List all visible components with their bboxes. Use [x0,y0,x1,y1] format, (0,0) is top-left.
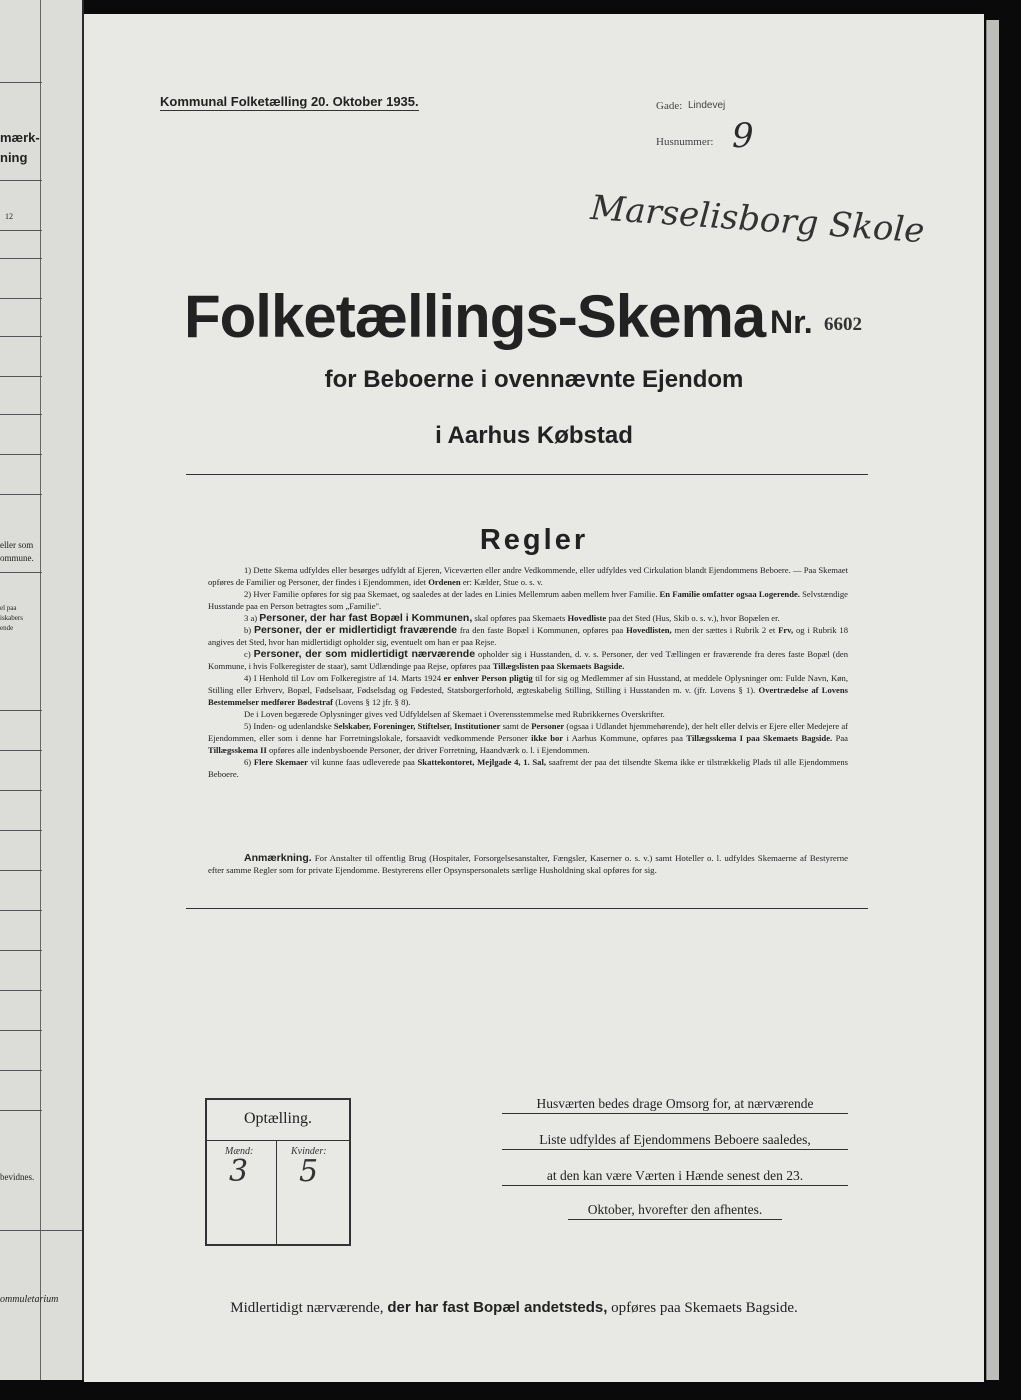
census-header: Kommunal Folketælling 20. Oktober 1935. [160,94,419,109]
handwritten-place: Marselisborg Skole [589,188,926,252]
men-count: 3 [229,1154,249,1189]
left-rule [0,710,42,711]
left-text: ommune. [0,553,34,563]
left-rule [0,494,42,495]
rule-4b: De i Loven begærede Oplysninger gives ved Udfyldelsen af Skemaet i Overensstemmelse med Rubrikkernes Overskrifter. [244,709,665,719]
men-label: Mænd: [225,1146,254,1157]
form-number: 6602 [824,314,862,335]
annotation-note [208,852,848,876]
divider [186,474,868,475]
count-box-column-divider [276,1140,277,1244]
left-text: eller som [0,540,34,550]
left-text: ommuletarium [0,1294,59,1305]
footer-instruction: Midlertidigt nærværende, der har fast Bopæl andetsteds, opføres paa Skemaets Bagside. [230,1299,798,1316]
left-rule [0,230,42,231]
left-text: ning [0,150,28,165]
women-count: 5 [299,1154,319,1189]
rules-heading: Regler [479,524,589,556]
left-rule [0,870,42,871]
form-title: Folketællings-Skema [184,283,766,350]
divider [186,908,868,909]
notice-line: Liste udfyldes af Ejendommens Beboere saaledes, [502,1132,848,1150]
left-rule [0,414,42,415]
left-text: mærk- [0,130,40,145]
rule-2: 2) Hver Familie opføres for sig paa Skemaet, og saaledes at der lades en Linies Mellemrum aaben mellem hver Familie. En Familie omfatter ogsaa Logerende. Selvstændige Husstande paa en Person betragtes som „Familie". [208,589,848,611]
left-rule [0,336,42,337]
left-text: el paa [0,604,17,612]
left-rule [0,910,42,911]
house-number-label: Husnummer: [656,136,714,148]
left-rule [0,1230,82,1231]
census-form-page [84,14,984,1382]
left-text: iskabers [0,614,23,622]
left-rule [0,180,42,181]
street-value: Lindevej [688,100,726,111]
left-rule [0,258,42,259]
left-rule [0,790,42,791]
rule-4: 4) I Henhold til Lov om Folkeregistre af 14. Marts 1924 er enhver Person pligtig til for sig og Medlemmer af sin Husstand, at meddele Oplysninger om: Fulde Navn, Køn, Stilling eller Erhverv, Bopæl, Fødselsaar, Fødselsdag og Fødested, Statsborgerforhold, ægteskabelig Stilling, Stilling i Husstanden m. v. (jfr. Lovens § 1). Overtrædelse af Lovens Bestemmelser medfører Bødestraf (Lovens § 12 jfr. § 8). [208,673,848,707]
count-box [205,1098,351,1246]
left-rule [0,1030,42,1031]
notice-line: Husværten bedes drage Omsorg for, at nærværende [502,1096,848,1114]
left-rule [0,82,42,83]
left-rule [0,1070,42,1071]
rule-6: 6) Flere Skemaer vil kunne faas udleverede paa Skattekontoret, Mejlgade 4, 1. Sal, saafremt der paa det tilsendte Skema ikke er tilstrækkelig Plads til alle Ejendommens Beboere. [208,757,849,779]
left-rule [0,950,42,951]
left-rule [0,298,42,299]
rule-3c: c) Personer, der som midlertidigt nærværende opholder sig i Husstanden, d. v. s. Personer, der ved Tællingen er fraværende fra deres faste Bopæl (den Kommune, i hvis Folkeregister de staar), samt Udlændinge paa Rejse, opføres paa Tillægslisten paa Skemaets Bagside. [208,648,848,671]
left-margin-line [40,0,41,1380]
left-text: ende [0,624,14,632]
left-rule [0,830,42,831]
left-rule [0,990,42,991]
left-rule [0,750,42,751]
count-box-divider [207,1140,349,1141]
notice-line: Oktober, hvorefter den afhentes. [568,1202,782,1220]
rule-1: 1) Dette Skema udfyldes eller besørges udfyldt af Ejeren, Viceværten eller andre Vedkommende, eller udfyldes ved Cirkulation blandt Ejendommens Beboere. — Paa Skemaet opføres de Familier og Personer, der findes i Ejendommen, idet Ordenen er: Kælder, Stue o. s. v. [208,565,848,587]
street-label: Gade: [656,100,683,112]
left-rule [0,454,42,455]
left-page-fragment [0,0,84,1380]
notice-line: at den kan være Værten i Hænde senest den 23. [502,1168,848,1186]
women-label: Kvinder: [291,1146,327,1157]
count-box-title: Optælling. [243,1110,312,1127]
nr-label: Nr. [770,304,813,340]
page-edge [986,20,999,1380]
rule-3a: 3 a) Personer, der har fast Bopæl i Kommunen, skal opføres paa Skemaets Hovedliste paa det Sted (Hus, Skib o. s. v.), hvor Bopælen er. [244,612,780,624]
annotation-text: For Anstalter til offentlig Brug (Hospitaler, Forsorgelsesanstalter, Fængsler, Kaserner o. s. v.) samt Hoteller o. l. udfyldes Skemaerne af Bestyrerne efter samme Regler som for private Ejendomme. Bestyrerens eller Opsynspersonalets særlige Husholdning skal opføres for sig. [208,853,849,875]
left-rule [0,376,42,377]
house-number-value: 9 [732,116,754,156]
left-text: bevidnes. [0,1172,35,1182]
rule-5: 5) Inden- og udenlandske Selskaber, Foreninger, Stiftelser, Institutioner samt de Personer (ogsaa i Udlandet hjemmehørende), der helt eller delvis er Ejere eller Medejere af Ejendommen, eller som i denne har Forretningslokale, forsaavidt vedkommende Personer ikke bor i Aarhus Kommune, opføres paa Tillægsskema I paa Skemaets Bagside. Paa Tillægsskema II opføres alle indenbysboende Personer, der driver Forretning, Haandværk o. l. i Ejendommen. [208,721,849,755]
left-text: 12 [5,212,13,221]
rules-text [208,564,848,780]
annotation-label: Anmærkning. [244,852,312,864]
rule-3b: b) Personer, der er midlertidigt fraværende fra den faste Bopæl i Kommunen, opføres paa Hovedlisten, men der sættes i Rubrik 2 et Frv, og i Rubrik 18 angives det Sted, hvor han midlertidigt opholder sig, eventuelt om han er paa Rejse. [208,624,849,647]
left-rule [0,1110,42,1111]
left-rule [0,572,42,573]
subtitle-city: i Aarhus Købstad [435,422,633,449]
subtitle-residents: for Beboerne i ovennævnte Ejendom [324,366,744,393]
